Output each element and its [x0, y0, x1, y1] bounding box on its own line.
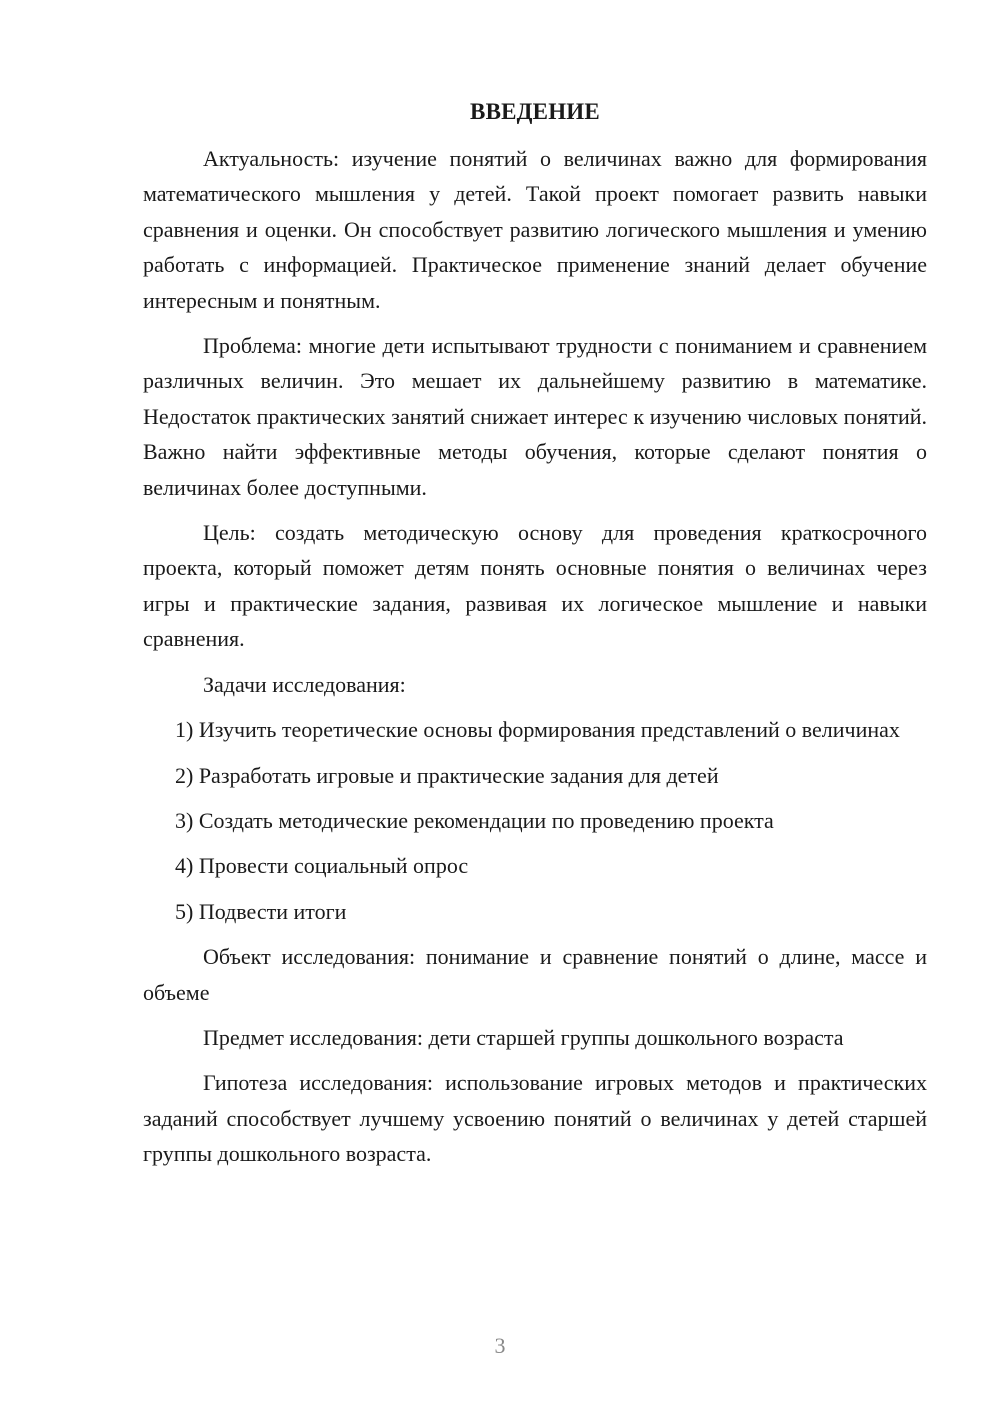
- problem-paragraph: Проблема: многие дети испытывают трудности с пониманием и сравнением различных величин. Это мешает их дальнейшему развитию в математике. Недостаток практических занятий снижает интерес к изучению числовых понятий. Важно найти эффективные методы обучения, которые сделают понятия о величинах более доступными.: [143, 333, 927, 500]
- hypothesis-paragraph: Гипотеза исследования: использование игровых методов и практических заданий способствует лучшему усвоению понятий о величинах у детей старшей группы дошкольного возраста.: [143, 1070, 927, 1167]
- task-item-2: 2) Разработать игровые и практические задания для детей: [175, 762, 719, 788]
- document-page: [143, 94, 927, 1182]
- goal-paragraph: Цель: создать методическую основу для проведения краткосрочного проекта, который поможет детям понять основные понятия о величинах через игры и практические задания, развивая их логическое мышление и навыки сравнения.: [143, 520, 927, 652]
- task-item-5: 5) Подвести итоги: [175, 898, 347, 924]
- task-item-3: 3) Создать методические рекомендации по проведению проекта: [175, 807, 774, 833]
- section-heading: ВВЕДЕНИЕ: [470, 99, 600, 124]
- object-paragraph: Объект исследования: понимание и сравнение понятий о длине, массе и объеме: [143, 944, 927, 1005]
- subject-paragraph: Предмет исследования: дети старшей группы дошкольного возраста: [203, 1024, 844, 1050]
- relevance-paragraph: Актуальность: изучение понятий о величинах важно для формирования математического мышления у детей. Такой проект помогает развить навыки сравнения и оценки. Он способствует развитию логического мышления и умению работать с информацией. Практическое применение знаний делает обучение интересным и понятным.: [143, 146, 927, 313]
- page-number: 3: [494, 1333, 506, 1358]
- task-item-4: 4) Провести социальный опрос: [175, 853, 469, 879]
- tasks-title: Задачи исследования:: [203, 671, 406, 697]
- task-item-1: 1) Изучить теоретические основы формирования представлений о величинах: [175, 717, 900, 743]
